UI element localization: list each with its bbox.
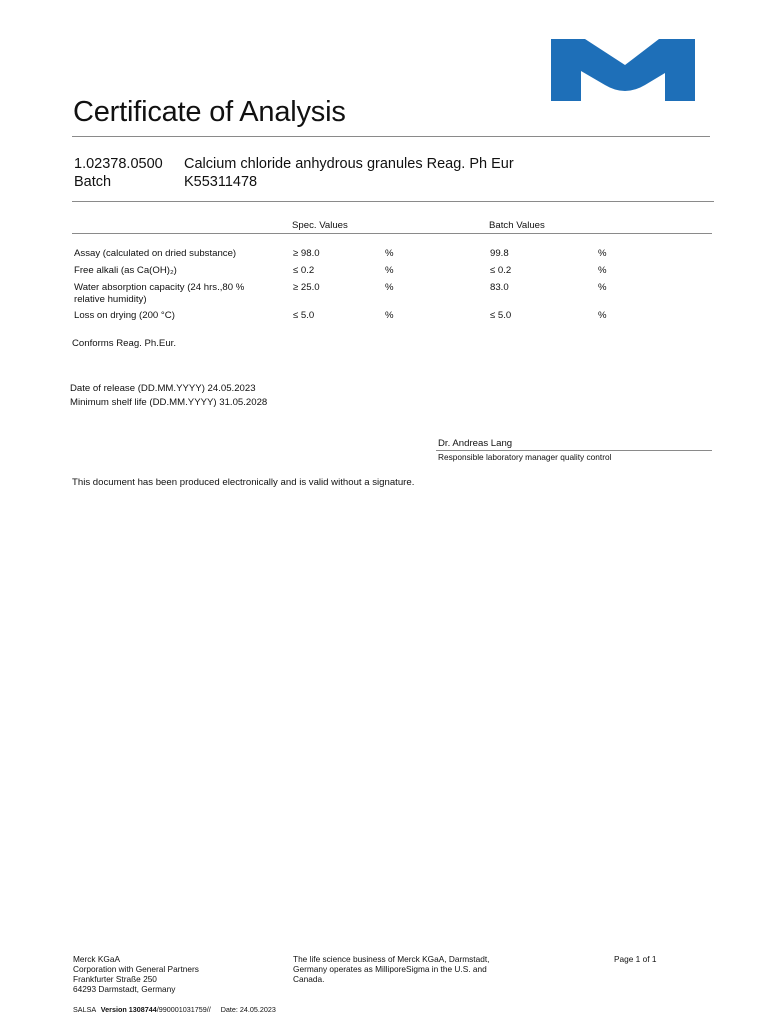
signatory-role: Responsible laboratory manager quality control: [438, 452, 612, 462]
product-name: Calcium chloride anhydrous granules Reag. Ph Eur: [184, 156, 514, 172]
page-number: Page 1 of 1: [614, 954, 657, 964]
batch-value: ≤ 5.0: [490, 310, 512, 321]
spec-value: ≥ 25.0: [293, 282, 320, 293]
conformity-statement: Conforms Reag. Ph.Eur.: [72, 338, 176, 349]
footer-company: [73, 954, 199, 994]
batch-value: ≤ 0.2: [490, 265, 512, 276]
signatory-name: Dr. Andreas Lang: [438, 438, 513, 449]
version-label: Version: [100, 1005, 127, 1014]
shelf-life-date: Minimum shelf life (DD.MM.YYYY) 31.05.2028: [70, 397, 268, 408]
spec-unit: %: [385, 310, 394, 321]
table-row-label: Water absorption capacity (24 hrs.,80 % relative humidity): [74, 282, 245, 305]
batch-unit: %: [598, 248, 607, 259]
spec-value: ≤ 0.2: [293, 265, 315, 276]
batch-unit: %: [598, 282, 607, 293]
footer-company-line: Corporation with General Partners: [73, 964, 199, 974]
merck-logo-icon: [549, 35, 697, 103]
batch-values-header: Batch Values: [489, 220, 545, 231]
title-divider: [72, 136, 710, 137]
batch-number: K55311478: [184, 174, 258, 190]
footer-business-text: The life science business of Merck KGaA, Darmstadt, Germany operates as MilliporeSigma in the U.S. and Canada.: [293, 954, 490, 984]
spec-value: ≥ 98.0: [293, 248, 320, 259]
spec-values-header: Spec. Values: [292, 220, 348, 231]
batch-value: 83.0: [490, 282, 509, 293]
batch-value: 99.8: [490, 248, 509, 259]
release-date: Date of release (DD.MM.YYYY) 24.05.2023: [70, 383, 256, 394]
batch-label: Batch: [74, 174, 112, 190]
version-number: 1308744: [128, 1005, 157, 1014]
version-suffix: /990001031759//: [156, 1005, 211, 1014]
batch-unit: %: [598, 265, 607, 276]
footer-company-line: Frankfurter Straße 250: [73, 974, 157, 984]
batch-unit: %: [598, 310, 607, 321]
footer-company-line: 64293 Darmstadt, Germany: [73, 984, 176, 994]
table-row-label: Free alkali (as Ca(OH)₂): [74, 265, 177, 276]
table-row-label: Assay (calculated on dried substance): [74, 248, 237, 259]
spec-value: ≤ 5.0: [293, 310, 315, 321]
page-title: Certificate of Analysis: [73, 96, 346, 128]
spec-unit: %: [385, 248, 394, 259]
table-header-divider: [72, 233, 712, 234]
spec-unit: %: [385, 265, 394, 276]
footer-company-line: Merck KGaA: [73, 954, 121, 964]
product-code: 1.02378.0500: [74, 156, 163, 172]
spec-unit: %: [385, 282, 394, 293]
system-name: SALSA: [73, 1005, 96, 1014]
electronic-notice: This document has been produced electronically and is valid without a signature.: [72, 477, 415, 488]
table-row-label: Loss on drying (200 °C): [74, 310, 175, 321]
signature-line: [436, 450, 712, 451]
footer-system-line: [73, 1005, 276, 1014]
footer-date: Date: 24.05.2023: [220, 1005, 276, 1014]
product-divider: [72, 201, 714, 202]
